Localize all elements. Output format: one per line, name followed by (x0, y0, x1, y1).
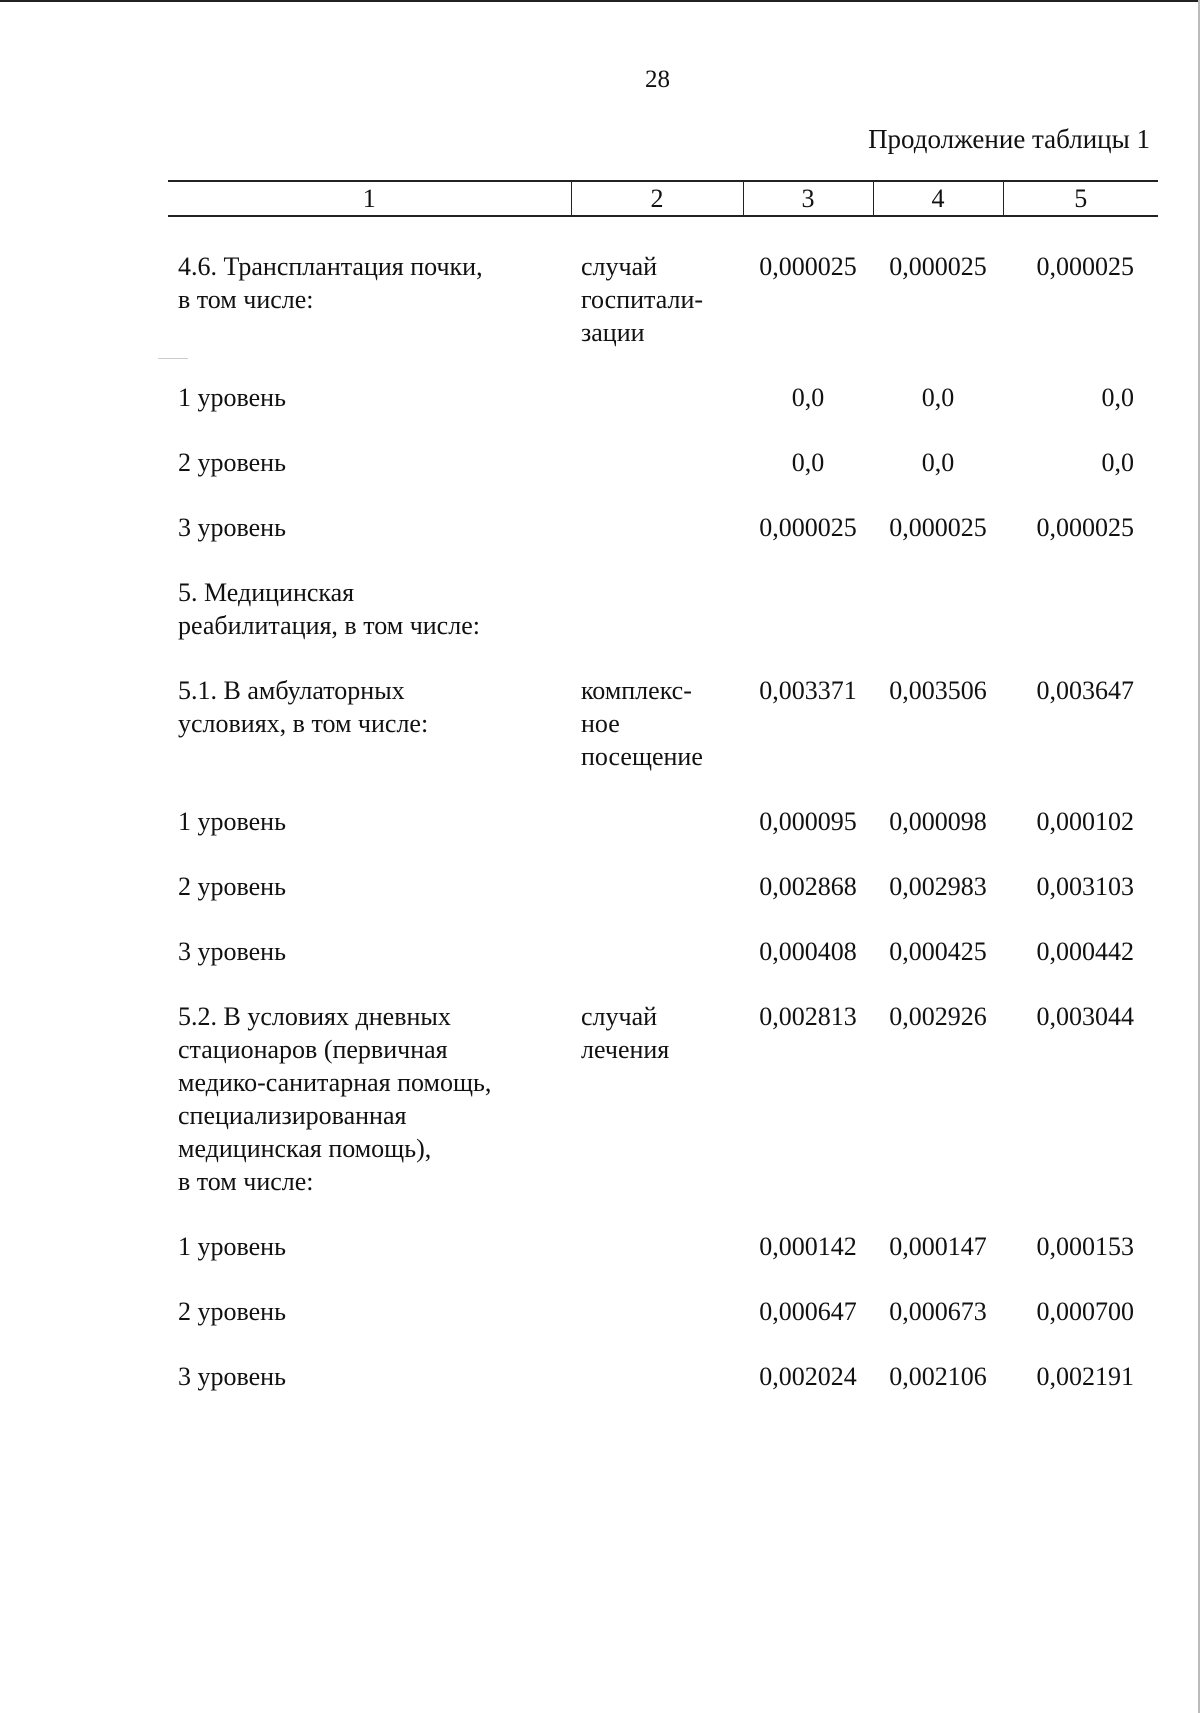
row-value-col5: 0,000102 (1036, 807, 1134, 836)
row-unit-cell: случай госпитали- зации (581, 252, 704, 347)
row-value-col3: 0,000647 (759, 1297, 857, 1326)
row-value-col3 (743, 576, 873, 674)
row-unit-cell (571, 1230, 743, 1295)
row-name-cell: 2 уровень (178, 1297, 286, 1326)
row-value-col3: 0,000095 (759, 807, 857, 836)
table-row (168, 1295, 1158, 1360)
header-row (168, 181, 1158, 216)
row-value-col4: 0,002106 (889, 1362, 987, 1391)
row-value-col5: 0,0 (1101, 448, 1134, 477)
row-unit-cell (571, 446, 743, 511)
row-value-col5: 0,000025 (1036, 252, 1134, 281)
row-value-col3: 0,000025 (759, 252, 857, 281)
row-name-cell: 3 уровень (178, 937, 286, 966)
row-value-col5: 0,000442 (1036, 937, 1134, 966)
table-row (168, 446, 1158, 511)
row-value-col4: 0,002926 (889, 1002, 987, 1031)
row-value-col3: 0,000142 (759, 1232, 857, 1261)
row-value-col5: 0,000700 (1036, 1297, 1134, 1326)
row-name-cell: 1 уровень (178, 383, 286, 412)
column-header-2: 2 (571, 181, 743, 216)
row-value-col3: 0,000025 (759, 513, 857, 542)
table-header (168, 181, 1158, 216)
column-header-3: 3 (743, 181, 873, 216)
row-value-col5: 0,000153 (1036, 1232, 1134, 1261)
row-value-col3: 0,002868 (759, 872, 857, 901)
row-value-col4: 0,000425 (889, 937, 987, 966)
row-value-col3: 0,0 (791, 448, 825, 477)
row-value-col5: 0,003647 (1036, 676, 1134, 705)
table-row (168, 935, 1158, 1000)
row-value-col5: 0,003103 (1036, 872, 1134, 901)
column-header-5: 5 (1003, 181, 1158, 216)
row-value-col4: 0,000673 (889, 1297, 987, 1326)
row-value-col5: 0,000025 (1036, 513, 1134, 542)
column-header-4: 4 (873, 181, 1003, 216)
row-name-cell: 2 уровень (178, 872, 286, 901)
row-value-col4: 0,002983 (889, 872, 987, 901)
row-value-col4: 0,003506 (889, 676, 987, 705)
data-table (168, 180, 1158, 1425)
row-unit-cell: случай лечения (581, 1002, 670, 1064)
row-value-col5: 0,002191 (1036, 1362, 1134, 1391)
row-value-col5 (1003, 576, 1158, 674)
table-row (168, 381, 1158, 446)
column-header-1: 1 (168, 181, 571, 216)
row-unit-cell: комплекс- ное посещение (581, 676, 703, 771)
page-number: 28 (645, 66, 670, 93)
row-name-cell: 2 уровень (178, 448, 286, 477)
row-value-col4: 0,000147 (889, 1232, 987, 1261)
page-frame-top-edge (0, 0, 1200, 2)
row-value-col4: 0,0 (921, 383, 955, 412)
row-name-cell: 5.2. В условиях дневных стационаров (первичная медико-санитарная помощь, специализированная медицинская помощь), в том числе: (178, 1002, 492, 1196)
table-row (168, 1000, 1158, 1230)
row-name-cell: 3 уровень (178, 513, 286, 542)
row-unit-cell (571, 1360, 743, 1425)
row-value-col3: 0,002024 (759, 1362, 857, 1391)
row-unit-cell (571, 1295, 743, 1360)
row-unit-cell (571, 805, 743, 870)
row-value-col3: 0,003371 (759, 676, 857, 705)
row-value-col3: 0,000408 (759, 937, 857, 966)
row-value-col4: 0,000098 (889, 807, 987, 836)
row-value-col5: 0,003044 (1036, 1002, 1134, 1031)
row-name-cell: 1 уровень (178, 1232, 286, 1261)
row-unit-cell (571, 511, 743, 576)
row-unit-cell (571, 576, 743, 674)
table-row (168, 674, 1158, 805)
row-value-col4: 0,000025 (889, 252, 987, 281)
row-unit-cell (571, 381, 743, 446)
table-body (168, 216, 1158, 1425)
row-name-cell: 5.1. В амбулаторных условиях, в том числе: (178, 676, 429, 738)
table-row (168, 870, 1158, 935)
row-value-col3: 0,002813 (759, 1002, 857, 1031)
row-value-col4: 0,0 (921, 448, 955, 477)
table-continuation-label: Продолжение таблицы 1 (868, 124, 1150, 154)
table-row (168, 805, 1158, 870)
table-row (168, 511, 1158, 576)
table-row (168, 216, 1158, 381)
table-row (168, 576, 1158, 674)
row-unit-cell (571, 870, 743, 935)
row-name-cell: 3 уровень (178, 1362, 286, 1391)
row-unit-cell (571, 935, 743, 1000)
row-value-col3: 0,0 (791, 383, 825, 412)
row-value-col5: 0,0 (1101, 383, 1134, 412)
row-value-col4: 0,000025 (889, 513, 987, 542)
table-row (168, 1230, 1158, 1295)
row-name-cell: 4.6. Трансплантация почки, в том числе: (178, 252, 483, 314)
row-name-cell: 5. Медицинская реабилитация, в том числе: (178, 578, 480, 640)
table-row (168, 1360, 1158, 1425)
row-value-col4 (873, 576, 1003, 674)
row-name-cell: 1 уровень (178, 807, 286, 836)
